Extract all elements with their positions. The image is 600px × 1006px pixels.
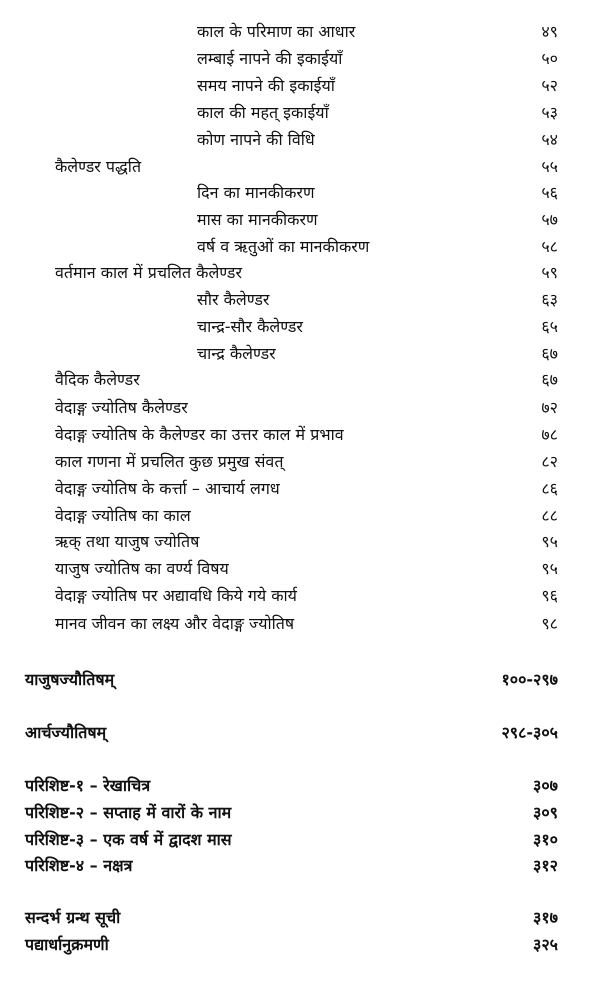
toc-section-page: ३१२ xyxy=(533,856,558,875)
toc-entry xyxy=(0,503,600,529)
toc-section xyxy=(0,932,600,958)
toc-entry xyxy=(0,556,600,582)
toc-section-page: ३०९ xyxy=(533,803,558,822)
toc-entry xyxy=(0,234,600,260)
toc-entry-page: ९५ xyxy=(541,559,558,578)
toc-section-page: ३२५ xyxy=(533,935,558,954)
toc-section-title: परिशिष्ट-४ – नक्षत्र xyxy=(25,856,133,875)
toc-entry-page: ९६ xyxy=(541,586,558,605)
toc-entry-title: वेदाङ्ग ज्योतिष पर अद्यावधि किये गये कार्य xyxy=(55,586,297,605)
toc-entry-page: ५३ xyxy=(541,103,558,122)
toc-entry xyxy=(0,180,600,206)
toc-section-page: ३१० xyxy=(533,830,558,849)
toc-entry-title: कैलेण्डर पद्धति xyxy=(55,157,142,176)
toc-section xyxy=(0,800,600,826)
toc-entry-page: ९५ xyxy=(541,532,558,551)
toc-entry-page: ४९ xyxy=(541,22,558,41)
toc-entry-page: ५७ xyxy=(541,210,558,229)
toc-entry-title: वेदाङ्ग ज्योतिष के कैलेण्डर का उत्तर काल में प्रभाव xyxy=(55,425,344,444)
toc-entry-title: वेदाङ्ग ज्योतिष का काल xyxy=(55,506,191,525)
toc-entry-page: ५५ xyxy=(541,157,558,176)
toc-entry xyxy=(0,46,600,72)
toc-entry-page: ५२ xyxy=(541,76,558,95)
toc-entry-title: कोण नापने की विधि xyxy=(197,130,315,149)
toc-section-page: ३१७ xyxy=(533,908,558,927)
toc-section xyxy=(0,720,600,746)
toc-entry xyxy=(0,127,600,153)
toc-entry xyxy=(0,611,600,637)
toc-entry xyxy=(0,529,600,555)
toc-section xyxy=(0,853,600,879)
toc-entry-title: काल के परिमाण का आधार xyxy=(197,22,356,41)
toc-entry-page: ६७ xyxy=(541,370,558,389)
toc-entry xyxy=(0,19,600,45)
toc-entry-page: ८२ xyxy=(541,452,558,471)
toc-entry-title: समय नापने की इकाईयाँ xyxy=(197,76,335,95)
toc-entry xyxy=(0,207,600,233)
toc-entry-title: मास का मानकीकरण xyxy=(197,210,318,229)
toc-section-title: सन्दर्भ ग्रन्थ सूची xyxy=(25,908,121,927)
toc-section-page: २९८-३०५ xyxy=(501,723,558,742)
toc-entry xyxy=(0,100,600,126)
toc-entry xyxy=(0,367,600,393)
toc-entry xyxy=(0,341,600,367)
toc-entry xyxy=(0,73,600,99)
toc-section-page: ३०७ xyxy=(533,776,558,795)
toc-entry-title: वैदिक कैलेण्डर xyxy=(55,370,140,389)
toc-entry-title: सौर कैलेण्डर xyxy=(197,290,270,309)
toc-entry xyxy=(0,422,600,448)
toc-entry-title: ऋक् तथा याजुष ज्योतिष xyxy=(55,532,200,551)
toc-entry-title: वर्ष व ऋतुओं का मानकीकरण xyxy=(197,237,370,256)
toc-section xyxy=(0,905,600,931)
toc-entry xyxy=(0,449,600,475)
toc-section-title: परिशिष्ट-१ – रेखाचित्र xyxy=(25,776,151,795)
toc-entry xyxy=(0,583,600,609)
toc-entry xyxy=(0,476,600,502)
toc-entry xyxy=(0,395,600,421)
toc-entry-page: ७२ xyxy=(541,398,558,417)
toc-entry-page: ८८ xyxy=(541,506,558,525)
toc-entry-page: ६५ xyxy=(541,317,558,336)
toc-section-title: आर्चज्यौतिषम् xyxy=(25,723,107,742)
toc-section-page: १००-२९७ xyxy=(501,670,558,689)
toc-entry-title: चान्द्र-सौर कैलेण्डर xyxy=(197,317,303,336)
toc-entry-title: दिन का मानकीकरण xyxy=(197,183,315,202)
toc-entry-title: मानव जीवन का लक्ष्य और वेदाङ्ग ज्योतिष xyxy=(55,614,295,633)
toc-entry-title: वर्तमान काल में प्रचलित कैलेण्डर xyxy=(55,263,243,282)
toc-section-title: परिशिष्ट-३ – एक वर्ष में द्वादश मास xyxy=(25,830,232,849)
toc-section xyxy=(0,827,600,853)
toc-section xyxy=(0,667,600,693)
toc-entry-page: ५४ xyxy=(541,130,558,149)
toc-section-title: याजुषज्यौतिषम् xyxy=(25,670,115,689)
toc-entry-title: लम्बाई नापने की इकाईयाँ xyxy=(197,49,343,68)
toc-entry-page: ५६ xyxy=(541,183,558,202)
toc-entry xyxy=(0,260,600,286)
toc-entry-title: याजुष ज्योतिष का वर्ण्य विषय xyxy=(55,559,229,578)
toc-entry-page: ८६ xyxy=(541,479,558,498)
toc-entry-page: ६३ xyxy=(541,290,558,309)
toc-entry-page: ५८ xyxy=(541,237,558,256)
toc-section-title: परिशिष्ट-२ – सप्ताह में वारों के नाम xyxy=(25,803,232,822)
toc-entry-title: वेदाङ्ग ज्योतिष कैलेण्डर xyxy=(55,398,188,417)
toc-section xyxy=(0,773,600,799)
toc-entry-title: चान्द्र कैलेण्डर xyxy=(197,344,276,363)
toc-entry xyxy=(0,287,600,313)
toc-entry-title: काल गणना में प्रचलित कुछ प्रमुख संवत् xyxy=(55,452,284,471)
toc-entry-page: ५९ xyxy=(541,263,558,282)
toc-entry-page: ५० xyxy=(541,49,558,68)
toc-section-title: पद्यार्धानुक्रमणी xyxy=(25,935,109,954)
toc-entry xyxy=(0,314,600,340)
toc-entry xyxy=(0,154,600,180)
toc-entry-title: काल की महत् इकाईयाँ xyxy=(197,103,329,122)
toc-entry-page: ९८ xyxy=(541,614,558,633)
toc-entry-title: वेदाङ्ग ज्योतिष के कर्त्ता – आचार्य लगध xyxy=(55,479,280,498)
toc-entry-page: ६७ xyxy=(541,344,558,363)
toc-entry-page: ७८ xyxy=(541,425,558,444)
